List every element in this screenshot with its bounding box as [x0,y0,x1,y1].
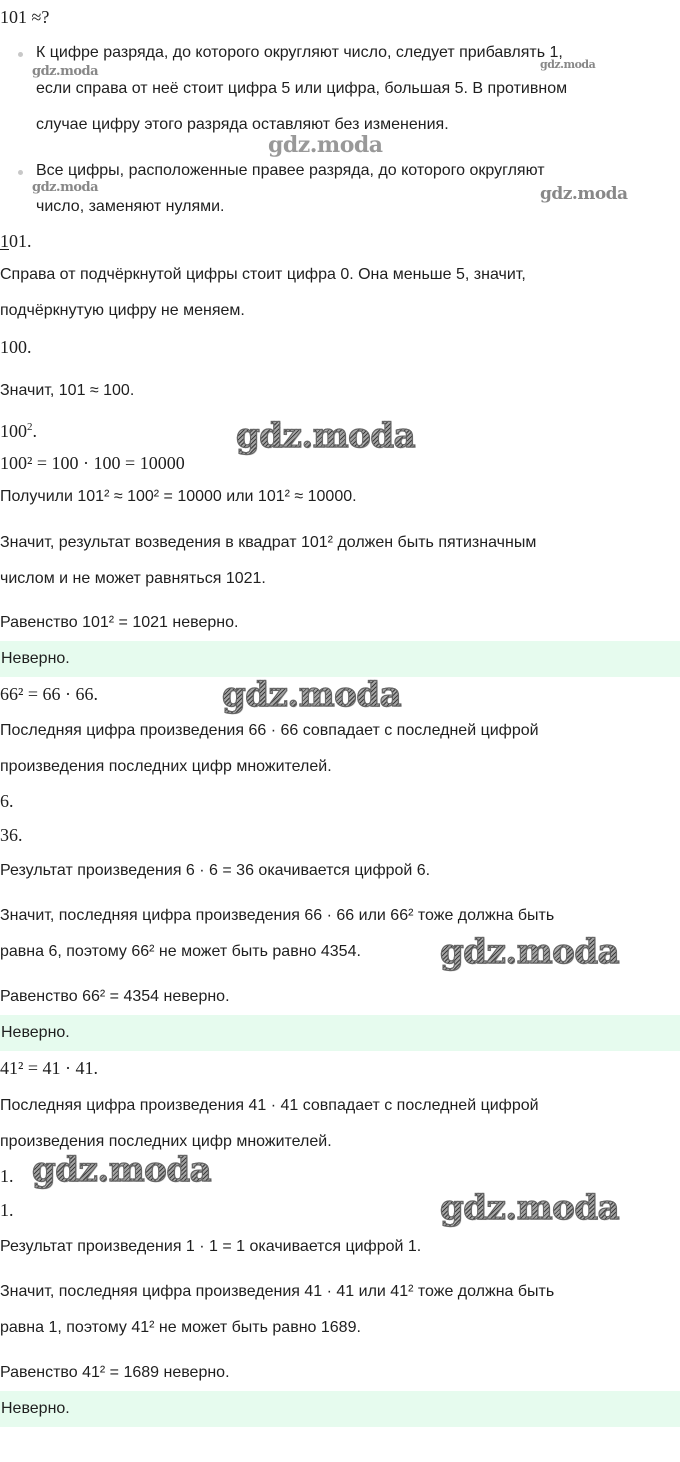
watermark: gdz.moda [236,416,416,456]
explanation-line: числом и не может равняться 1021. [0,570,266,587]
watermark: gdz.moda [440,1188,620,1228]
equality-verdict: Равенство 101² = 1021 неверно. [0,614,239,631]
answer-box: Неверно. [0,641,680,677]
explanation-line: произведения последних цифр множителей. [0,758,332,775]
bullet-marker [18,170,23,175]
explanation-line: Справа от подчёркнутой цифры стоит цифра 0. Она меньше 5, значит, [0,266,526,283]
watermark: gdz.moda [32,64,99,79]
rounded-number: 100. [0,337,32,357]
watermark: gdz.moda [540,184,628,204]
answer-box: Неверно. [0,1391,680,1427]
underlined-number-101 [0,230,32,252]
watermark: gdz.moda [540,58,596,71]
watermark: gdz.moda [32,1150,212,1190]
underlined-digit: 1 [0,231,9,251]
rule-rounding-line-1: К цифре разряда, до которого округляют число, следует прибавлять 1, [36,44,563,61]
product-result: 36. [0,825,23,845]
expression-100-squared: $100^2$. [0,421,37,441]
expression-100-squared-value: 100² = 100 · 100 = 10000 [0,453,185,473]
explanation-line: Значит, результат возведения в квадрат 101² должен быть пятизначным [0,534,537,551]
explanation-line: Значит, последняя цифра произведения 41 · 41 или 41² тоже должна быть [0,1283,555,1300]
rule-rounding-line-3: случае цифру этого разряда оставляют без изменения. [36,116,449,133]
conclusion-approx: Значит, 101 ≈ 100. [0,382,135,399]
equality-verdict: Равенство 66² = 4354 неверно. [0,988,230,1005]
expression-66-squared: 66² = 66 · 66. [0,684,99,704]
rule-zeros-line-1: Все цифры, расположенные правее разряда, до которого округляют [36,162,545,179]
last-digit: 1. [0,1166,14,1186]
base-number: 100 [0,421,27,441]
product-result: 1. [0,1200,14,1220]
result-line: Получили 101² ≈ 100² = 10000 или 101² ≈ 10000. [0,488,357,505]
explanation-line: Последняя цифра произведения 66 · 66 совпадает с последней цифрой [0,722,539,739]
explanation-line: произведения последних цифр множителей. [0,1133,332,1150]
explanation-line: Результат произведения 1 · 1 = 1 окачивается цифрой 1. [0,1238,422,1255]
watermark: gdz.moda [268,132,383,158]
explanation-line: Результат произведения 6 · 6 = 36 окачивается цифрой 6. [0,862,431,879]
watermark: gdz.moda [222,675,402,715]
period: . [32,421,37,441]
rule-zeros-line-2: число, заменяют нулями. [36,198,225,215]
explanation-line: Значит, последняя цифра произведения 66 · 66 или 66² тоже должна быть [0,907,555,924]
last-digit: 6. [0,791,14,811]
answer-box: Неверно. [0,1015,680,1051]
equality-verdict: Равенство 41² = 1689 неверно. [0,1364,230,1381]
number-rest: 01. [9,231,32,251]
rule-rounding-line-2: если справа от неё стоит цифра 5 или цифра, большая 5. В противном [36,80,568,97]
explanation-line: равна 1, поэтому 41² не может быть равно 1689. [0,1319,361,1336]
explanation-line: равна 6, поэтому 66² не может быть равно 4354. [0,943,361,960]
expression-41-squared: 41² = 41 · 41. [0,1058,99,1078]
explanation-line: подчёркнутую цифру не меняем. [0,302,245,319]
watermark: gdz.moda [440,932,620,972]
expression-101-approx: 101 ≈? [0,7,50,27]
bullet-marker [18,52,23,57]
watermark: gdz.moda [32,180,99,195]
explanation-line: Последняя цифра произведения 41 · 41 совпадает с последней цифрой [0,1097,539,1114]
